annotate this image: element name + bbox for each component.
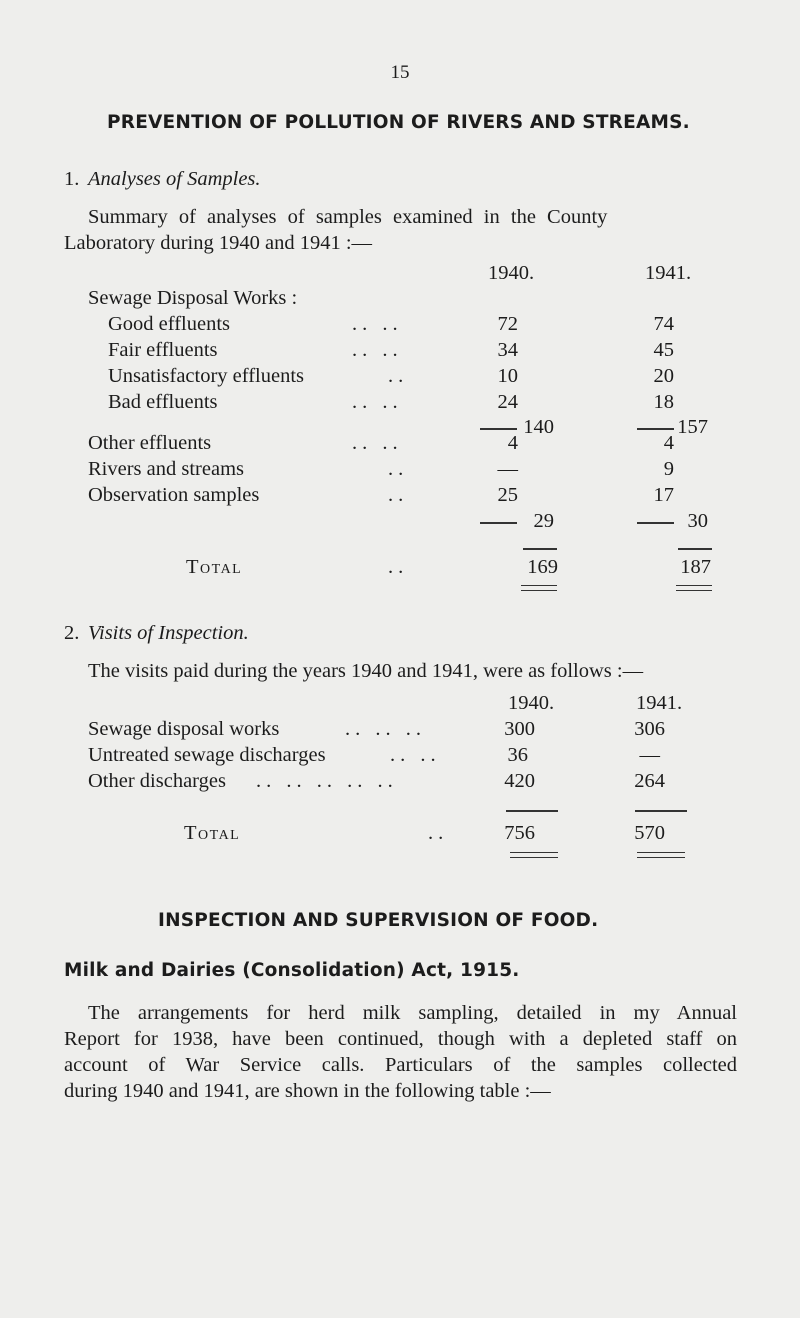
- total-rule: [506, 810, 558, 812]
- row-label: Untreated sewage discharges: [88, 744, 326, 766]
- section-title-food: INSPECTION AND SUPERVISION OF FOOD.: [158, 910, 599, 931]
- value-1940: —: [497, 458, 518, 480]
- value-1940: 300: [504, 718, 535, 740]
- column-header-1941: 1941.: [645, 262, 692, 284]
- column-header-1940: 1940.: [488, 262, 535, 284]
- section-title-pollution: PREVENTION OF POLLUTION OF RIVERS AND STREAMS.: [107, 112, 690, 133]
- group-heading-sewage: Sewage Disposal Works :: [88, 287, 298, 309]
- leader-dots: ..: [388, 365, 409, 387]
- row-label: Other discharges: [88, 770, 226, 792]
- total-label: Total: [184, 822, 241, 844]
- double-rule: [676, 585, 712, 591]
- row-label: Bad effluents: [108, 391, 218, 413]
- total-1941: 187: [680, 556, 711, 578]
- subtotal-1941: 157: [677, 416, 708, 438]
- subsection-number: 2.: [64, 622, 80, 644]
- subtotal-1941: 30: [687, 510, 708, 532]
- leader-dots: .. ..: [352, 339, 403, 361]
- paragraph-line: during 1940 and 1941, are shown in the following table :—: [64, 1080, 551, 1102]
- paragraph-line: The arrangements for herd milk sampling, detailed in my Annual: [88, 1002, 737, 1024]
- value-1940: 4: [507, 432, 518, 454]
- intro-line-2: Laboratory during 1940 and 1941 :—: [64, 232, 373, 254]
- value-1940: 10: [497, 365, 518, 387]
- value-1941: 4: [663, 432, 674, 454]
- total-rule: [635, 810, 687, 812]
- leader-dots: ..: [388, 458, 409, 480]
- subtotal-1940: 29: [533, 510, 554, 532]
- row-label: Good effluents: [108, 313, 231, 335]
- value-1941: 306: [634, 718, 665, 740]
- value-1941: 20: [653, 365, 674, 387]
- value-1940: 34: [497, 339, 518, 361]
- paragraph-line: Report for 1938, have been continued, though with a depleted staff on: [64, 1028, 737, 1050]
- total-1940: 169: [527, 556, 558, 578]
- leader-dots: .. .. .. .. ..: [256, 770, 398, 792]
- value-1941: 45: [653, 339, 674, 361]
- row-label: Sewage disposal works: [88, 718, 280, 740]
- double-rule: [510, 852, 558, 858]
- value-1941: 17: [653, 484, 674, 506]
- subsection-title-visits: Visits of Inspection.: [88, 622, 249, 644]
- total-1941: 570: [634, 822, 665, 844]
- row-label: Other effluents: [88, 432, 212, 454]
- column-header-1941: 1941.: [636, 692, 683, 714]
- total-rule: [678, 548, 712, 550]
- value-1940: 36: [507, 744, 528, 766]
- row-label: Rivers and streams: [88, 458, 244, 480]
- leader-dots: ..: [428, 822, 449, 844]
- column-header-1940: 1940.: [508, 692, 555, 714]
- leader-dots: .. ..: [352, 391, 403, 413]
- total-1940: 756: [504, 822, 535, 844]
- total-label: Total: [186, 556, 243, 578]
- total-rule: [523, 548, 557, 550]
- value-1940: 25: [497, 484, 518, 506]
- row-label: Observation samples: [88, 484, 260, 506]
- visits-intro: The visits paid during the years 1940 and 1941, were as follows :—: [88, 660, 644, 682]
- value-1940: 24: [497, 391, 518, 413]
- value-1941: 9: [663, 458, 674, 480]
- subsection-title-analyses: Analyses of Samples.: [88, 168, 261, 190]
- leader-dots: .. ..: [390, 744, 441, 766]
- value-1941: 74: [653, 313, 674, 335]
- leader-dots: ..: [388, 484, 409, 506]
- double-rule: [521, 585, 557, 591]
- act-title: Milk and Dairies (Consolidation) Act, 1915.: [64, 960, 520, 981]
- leader-dots: .. .. ..: [345, 718, 426, 740]
- leader-dots: .. ..: [352, 432, 403, 454]
- milk-sampling-paragraph: [64, 1000, 737, 1104]
- double-rule: [637, 852, 685, 858]
- value-1940: 72: [497, 313, 518, 335]
- leader-dots: ..: [388, 556, 409, 578]
- row-label: Fair effluents: [108, 339, 218, 361]
- subtotal-1940: 140: [523, 416, 554, 438]
- value-1941: 264: [634, 770, 665, 792]
- value-1941: 18: [653, 391, 674, 413]
- page-number: 15: [390, 62, 410, 83]
- intro-line-1: Summary of analyses of samples examined in the County: [88, 206, 608, 228]
- row-label: Unsatisfactory effluents: [108, 365, 305, 387]
- subsection-number: 1.: [64, 168, 80, 190]
- leader-dots: .. ..: [352, 313, 403, 335]
- paragraph-line: account of War Service calls. Particulars of the samples collected: [64, 1054, 737, 1076]
- value-1941: —: [639, 744, 660, 766]
- value-1940: 420: [504, 770, 535, 792]
